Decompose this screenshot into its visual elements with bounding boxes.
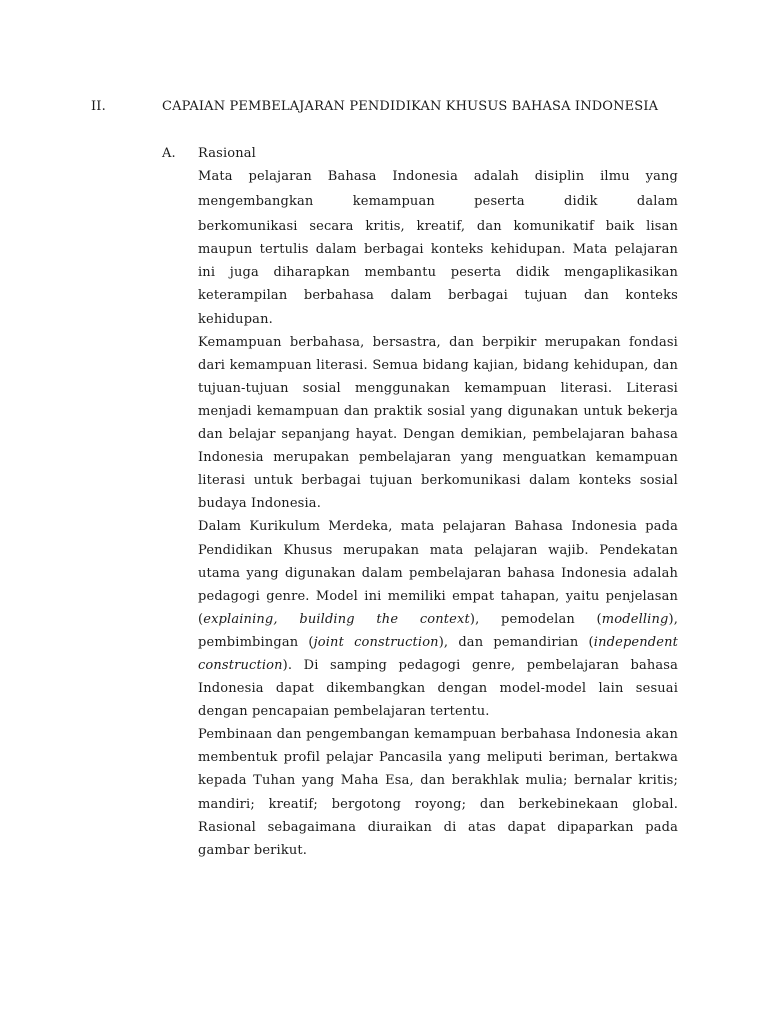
section-number: II. <box>91 99 106 114</box>
paragraph-3-part-a: Dalam Kurikulum Merdeka, mata pelajaran Bahasa Indonesia pada Pendidikan Khusus merupakan mata pelajaran wajib. Pendekatan utama yang digunakan dalam pembelajaran bahasa Indonesia adalah pedagogi genre. Model ini memiliki empat tahapan, yaitu penjelasan ( <box>198 519 678 627</box>
subsection-letter: A. <box>162 146 176 161</box>
paragraph-2: Kemampuan berbahasa, bersastra, dan berpikir merupakan fondasi dari kemampuan literasi. Semua bidang kajian, bidang kehidupan, dan tujuan-tujuan sosial menggunakan kemampuan literasi. Literasi menjadi kemampuan dan praktik sosial yang digunakan untuk bekerja dan belajar sepanjang hayat. Dengan demikian, pembelajaran bahasa Indonesia merupakan pembelajaran yang menguatkan kemampuan literasi untuk berbagai tujuan berkomunikasi dalam konteks sosial budaya Indonesia. <box>198 334 678 512</box>
paragraph-1-line-1: Mata pelajaran Bahasa Indonesia adalah disiplin ilmu yang <box>198 169 678 184</box>
paragraph-3-italic-2: modelling <box>601 611 669 627</box>
paragraph-3 <box>198 515 678 723</box>
paragraph-1-line-2: mengembangkan kemampuan peserta didik dalam <box>198 194 678 210</box>
paragraph-4: Pembinaan dan pengembangan kemampuan berbahasa Indonesia akan membentuk profil pelajar Pancasila yang meliputi beriman, bertakwa kepada Tuhan yang Maha Esa, dan berakhlak mulia; bernalar kritis; mandiri; kreatif; bergotong royong; dan berkebinekaan global. Rasional sebagaimana diuraikan di atas dapat dipaparkan pada gambar berikut. <box>198 727 678 858</box>
paragraph-3-part-e: ). Di samping pedagogi genre, pembelajaran bahasa Indonesia dapat dikembangkan dengan model-model lain sesuai dengan pencapaian pembelajaran tertentu. <box>198 657 678 720</box>
paragraph-3-part-c: ), pembimbingan ( <box>198 611 678 650</box>
paragraph-1-rest: berkomunikasi secara kritis, kreatif, dan komunikatif baik lisan maupun tertulis dalam berbagai konteks kehidupan. Mata pelajaran ini juga diharapkan membantu peserta didik mengaplikasikan keterampilan berbahasa dalam berbagai tujuan dan konteks kehidupan. <box>198 219 678 327</box>
paragraph-3-italic-4: independent construction <box>198 634 678 673</box>
section-title: CAPAIAN PEMBELAJARAN PENDIDIKAN KHUSUS BAHASA INDONESIA <box>162 99 659 114</box>
paragraph-3-italic-1: explaining, building the context <box>203 611 470 627</box>
paragraph-3-part-d: ), dan pemandirian ( <box>438 634 594 650</box>
paragraph-3-italic-3: joint construction <box>313 634 439 650</box>
paragraph-3-part-b: ), pemodelan ( <box>469 611 602 627</box>
body-text <box>198 165 678 862</box>
subsection-title: Rasional <box>198 146 256 161</box>
